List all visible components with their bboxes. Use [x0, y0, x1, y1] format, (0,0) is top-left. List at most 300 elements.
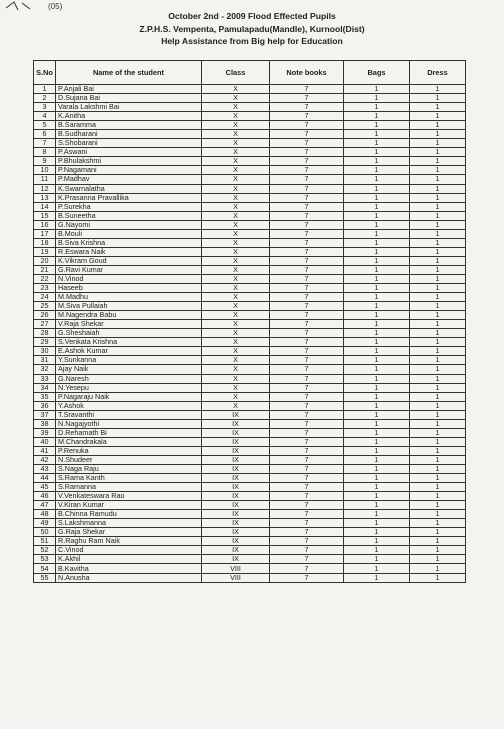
- pupils-table: [33, 60, 466, 583]
- cell-dress: 1: [410, 528, 466, 537]
- cell-class: IX: [202, 501, 270, 510]
- col-bags: Bags: [344, 61, 410, 85]
- table-row: [34, 202, 466, 211]
- cell-name: M.Chandrakala: [56, 437, 202, 446]
- cell-bags: 1: [344, 428, 410, 437]
- cell-notebooks: 7: [270, 220, 344, 229]
- cell-class: X: [202, 193, 270, 202]
- cell-name: B.Siva Krishna: [56, 238, 202, 247]
- cell-class: X: [202, 293, 270, 302]
- cell-bags: 1: [344, 211, 410, 220]
- cell-class: VIII: [202, 564, 270, 573]
- cell-class: X: [202, 392, 270, 401]
- cell-bags: 1: [344, 519, 410, 528]
- cell-class: X: [202, 311, 270, 320]
- cell-notebooks: 7: [270, 573, 344, 582]
- cell-notebooks: 7: [270, 166, 344, 175]
- cell-name: P.Nagaraju Naik: [56, 392, 202, 401]
- cell-class: X: [202, 139, 270, 148]
- table-row: [34, 130, 466, 139]
- table-header-row: [34, 61, 466, 85]
- header-title: October 2nd - 2009 Flood Effected Pupils: [168, 11, 336, 21]
- cell-bags: 1: [344, 302, 410, 311]
- cell-sno: 40: [34, 437, 56, 446]
- cell-sno: 25: [34, 302, 56, 311]
- cell-bags: 1: [344, 229, 410, 238]
- cell-sno: 4: [34, 112, 56, 121]
- cell-notebooks: 7: [270, 329, 344, 338]
- cell-bags: 1: [344, 157, 410, 166]
- cell-name: K.Vikram Goud: [56, 256, 202, 265]
- cell-notebooks: 7: [270, 302, 344, 311]
- cell-class: IX: [202, 474, 270, 483]
- cell-bags: 1: [344, 130, 410, 139]
- cell-bags: 1: [344, 410, 410, 419]
- table-row: [34, 401, 466, 410]
- cell-dress: 1: [410, 302, 466, 311]
- cell-notebooks: 7: [270, 464, 344, 473]
- cell-dress: 1: [410, 437, 466, 446]
- cell-dress: 1: [410, 338, 466, 347]
- cell-dress: 1: [410, 510, 466, 519]
- cell-bags: 1: [344, 94, 410, 103]
- table-row: [34, 519, 466, 528]
- cell-class: X: [202, 157, 270, 166]
- cell-class: X: [202, 401, 270, 410]
- table-row: [34, 474, 466, 483]
- cell-notebooks: 7: [270, 446, 344, 455]
- cell-bags: 1: [344, 139, 410, 148]
- table-row: [34, 356, 466, 365]
- cell-class: X: [202, 112, 270, 121]
- table-row: [34, 121, 466, 130]
- cell-name: N.Nagajyothi: [56, 419, 202, 428]
- cell-sno: 54: [34, 564, 56, 573]
- cell-sno: 18: [34, 238, 56, 247]
- cell-class: X: [202, 121, 270, 130]
- cell-class: IX: [202, 510, 270, 519]
- cell-sno: 3: [34, 103, 56, 112]
- cell-name: Haseeb: [56, 284, 202, 293]
- cell-bags: 1: [344, 492, 410, 501]
- cell-sno: 36: [34, 401, 56, 410]
- cell-bags: 1: [344, 247, 410, 256]
- table-row: [34, 229, 466, 238]
- cell-bags: 1: [344, 238, 410, 247]
- cell-notebooks: 7: [270, 139, 344, 148]
- cell-name: B.Saramma: [56, 121, 202, 130]
- cell-bags: 1: [344, 338, 410, 347]
- cell-bags: 1: [344, 464, 410, 473]
- table-row: [34, 546, 466, 555]
- cell-dress: 1: [410, 392, 466, 401]
- cell-dress: 1: [410, 455, 466, 464]
- cell-name: N.Shudeer: [56, 455, 202, 464]
- table-row: [34, 320, 466, 329]
- cell-notebooks: 7: [270, 437, 344, 446]
- header-subtitle: Help Assistance from Big help for Education: [161, 36, 343, 46]
- cell-name: B.Kavitha: [56, 564, 202, 573]
- cell-notebooks: 7: [270, 274, 344, 283]
- cell-class: X: [202, 329, 270, 338]
- cell-bags: 1: [344, 311, 410, 320]
- cell-notebooks: 7: [270, 338, 344, 347]
- cell-sno: 49: [34, 519, 56, 528]
- table-row: [34, 166, 466, 175]
- cell-dress: 1: [410, 256, 466, 265]
- cell-class: X: [202, 274, 270, 283]
- cell-class: X: [202, 256, 270, 265]
- cell-class: X: [202, 148, 270, 157]
- table-row: [34, 537, 466, 546]
- cell-dress: 1: [410, 383, 466, 392]
- cell-class: X: [202, 247, 270, 256]
- cell-name: M.Siva Pullaiah: [56, 302, 202, 311]
- cell-name: N.Anusha: [56, 573, 202, 582]
- cell-class: VIII: [202, 573, 270, 582]
- cell-dress: 1: [410, 284, 466, 293]
- cell-name: B.Mouli: [56, 229, 202, 238]
- cell-notebooks: 7: [270, 193, 344, 202]
- cell-name: Y.Sunkanna: [56, 356, 202, 365]
- cell-class: X: [202, 103, 270, 112]
- cell-name: R.Eswara Naik: [56, 247, 202, 256]
- cell-bags: 1: [344, 220, 410, 229]
- cell-name: K.Swarnalatha: [56, 184, 202, 193]
- cell-name: V.Raja Shekar: [56, 320, 202, 329]
- table-row: [34, 564, 466, 573]
- cell-sno: 8: [34, 148, 56, 157]
- cell-bags: 1: [344, 365, 410, 374]
- table-row: [34, 528, 466, 537]
- table-row: [34, 85, 466, 94]
- cell-notebooks: 7: [270, 492, 344, 501]
- cell-class: X: [202, 238, 270, 247]
- table-row: [34, 112, 466, 121]
- cell-bags: 1: [344, 401, 410, 410]
- cell-class: IX: [202, 483, 270, 492]
- table-row: [34, 455, 466, 464]
- cell-sno: 35: [34, 392, 56, 401]
- cell-bags: 1: [344, 437, 410, 446]
- cell-dress: 1: [410, 320, 466, 329]
- cell-class: IX: [202, 419, 270, 428]
- cell-sno: 48: [34, 510, 56, 519]
- cell-notebooks: 7: [270, 184, 344, 193]
- cell-bags: 1: [344, 320, 410, 329]
- cell-name: Ajay Naik: [56, 365, 202, 374]
- cell-notebooks: 7: [270, 528, 344, 537]
- cell-name: B.Chinna Ramudu: [56, 510, 202, 519]
- table-row: [34, 410, 466, 419]
- cell-dress: 1: [410, 329, 466, 338]
- cell-sno: 47: [34, 501, 56, 510]
- cell-sno: 15: [34, 211, 56, 220]
- cell-name: S.Shobarani: [56, 139, 202, 148]
- cell-sno: 44: [34, 474, 56, 483]
- cell-bags: 1: [344, 374, 410, 383]
- cell-sno: 46: [34, 492, 56, 501]
- table-row: [34, 157, 466, 166]
- cell-sno: 51: [34, 537, 56, 546]
- cell-sno: 28: [34, 329, 56, 338]
- cell-bags: 1: [344, 546, 410, 555]
- cell-class: X: [202, 130, 270, 139]
- table-row: [34, 383, 466, 392]
- cell-notebooks: 7: [270, 519, 344, 528]
- cell-bags: 1: [344, 193, 410, 202]
- cell-sno: 12: [34, 184, 56, 193]
- cell-dress: 1: [410, 356, 466, 365]
- cell-dress: 1: [410, 419, 466, 428]
- cell-sno: 10: [34, 166, 56, 175]
- cell-class: X: [202, 175, 270, 184]
- cell-sno: 30: [34, 347, 56, 356]
- cell-class: IX: [202, 446, 270, 455]
- table-row: [34, 374, 466, 383]
- cell-notebooks: 7: [270, 311, 344, 320]
- cell-dress: 1: [410, 238, 466, 247]
- cell-bags: 1: [344, 564, 410, 573]
- cell-dress: 1: [410, 193, 466, 202]
- cell-dress: 1: [410, 121, 466, 130]
- cell-name: P.Renuka: [56, 446, 202, 455]
- cell-bags: 1: [344, 392, 410, 401]
- cell-bags: 1: [344, 573, 410, 582]
- cell-bags: 1: [344, 202, 410, 211]
- cell-name: G.Nayomi: [56, 220, 202, 229]
- cell-class: X: [202, 166, 270, 175]
- table-row: [34, 492, 466, 501]
- cell-notebooks: 7: [270, 510, 344, 519]
- cell-bags: 1: [344, 284, 410, 293]
- cell-dress: 1: [410, 247, 466, 256]
- table-row: [34, 94, 466, 103]
- cell-notebooks: 7: [270, 284, 344, 293]
- col-name: Name of the student: [56, 61, 202, 85]
- cell-notebooks: 7: [270, 238, 344, 247]
- cell-notebooks: 7: [270, 537, 344, 546]
- cell-dress: 1: [410, 564, 466, 573]
- cell-notebooks: 7: [270, 564, 344, 573]
- cell-name: C.Vinod: [56, 546, 202, 555]
- cell-notebooks: 7: [270, 428, 344, 437]
- cell-bags: 1: [344, 184, 410, 193]
- cell-dress: 1: [410, 202, 466, 211]
- table-row: [34, 184, 466, 193]
- cell-class: X: [202, 356, 270, 365]
- cell-sno: 11: [34, 175, 56, 184]
- table-row: [34, 211, 466, 220]
- table-row: [34, 501, 466, 510]
- cell-name: Varala Lakshmi Bai: [56, 103, 202, 112]
- cell-class: X: [202, 338, 270, 347]
- cell-name: B.Suneetha: [56, 211, 202, 220]
- cell-sno: 21: [34, 265, 56, 274]
- cell-name: S.Lakshmanna: [56, 519, 202, 528]
- table-row: [34, 464, 466, 473]
- cell-notebooks: 7: [270, 247, 344, 256]
- col-class: Class: [202, 61, 270, 85]
- cell-bags: 1: [344, 85, 410, 94]
- cell-bags: 1: [344, 474, 410, 483]
- cell-notebooks: 7: [270, 392, 344, 401]
- table-row: [34, 238, 466, 247]
- cell-notebooks: 7: [270, 501, 344, 510]
- table-row: [34, 428, 466, 437]
- cell-notebooks: 7: [270, 94, 344, 103]
- cell-notebooks: 7: [270, 130, 344, 139]
- table-row: [34, 311, 466, 320]
- cell-bags: 1: [344, 356, 410, 365]
- cell-dress: 1: [410, 265, 466, 274]
- cell-bags: 1: [344, 112, 410, 121]
- cell-bags: 1: [344, 274, 410, 283]
- cell-dress: 1: [410, 546, 466, 555]
- table-row: [34, 103, 466, 112]
- cell-sno: 16: [34, 220, 56, 229]
- cell-bags: 1: [344, 537, 410, 546]
- cell-name: M.Madhu: [56, 293, 202, 302]
- cell-sno: 23: [34, 284, 56, 293]
- cell-class: X: [202, 184, 270, 193]
- cell-name: G.Raja Shekar: [56, 528, 202, 537]
- cell-dress: 1: [410, 103, 466, 112]
- cell-name: N.Vinod: [56, 274, 202, 283]
- cell-bags: 1: [344, 510, 410, 519]
- cell-name: P.Madhav: [56, 175, 202, 184]
- cell-bags: 1: [344, 265, 410, 274]
- table-row: [34, 419, 466, 428]
- cell-notebooks: 7: [270, 211, 344, 220]
- cell-dress: 1: [410, 85, 466, 94]
- cell-dress: 1: [410, 555, 466, 564]
- cell-name: E.Ashok Kumar: [56, 347, 202, 356]
- cell-bags: 1: [344, 293, 410, 302]
- cell-sno: 43: [34, 464, 56, 473]
- table-row: [34, 148, 466, 157]
- cell-notebooks: 7: [270, 356, 344, 365]
- cell-sno: 24: [34, 293, 56, 302]
- cell-dress: 1: [410, 184, 466, 193]
- cell-dress: 1: [410, 464, 466, 473]
- cell-dress: 1: [410, 293, 466, 302]
- cell-class: X: [202, 202, 270, 211]
- cell-name: S.Rama Kanth: [56, 474, 202, 483]
- table-row: [34, 510, 466, 519]
- cell-name: R.Raghu Ram Naik: [56, 537, 202, 546]
- cell-notebooks: 7: [270, 555, 344, 564]
- cell-notebooks: 7: [270, 365, 344, 374]
- cell-class: X: [202, 94, 270, 103]
- cell-notebooks: 7: [270, 546, 344, 555]
- cell-notebooks: 7: [270, 374, 344, 383]
- cell-class: X: [202, 229, 270, 238]
- cell-sno: 32: [34, 365, 56, 374]
- cell-bags: 1: [344, 329, 410, 338]
- cell-sno: 45: [34, 483, 56, 492]
- cell-name: M.Nagendra Babu: [56, 311, 202, 320]
- cell-class: X: [202, 347, 270, 356]
- cell-notebooks: 7: [270, 483, 344, 492]
- cell-dress: 1: [410, 410, 466, 419]
- cell-notebooks: 7: [270, 103, 344, 112]
- cell-bags: 1: [344, 166, 410, 175]
- cell-bags: 1: [344, 175, 410, 184]
- table-row: [34, 338, 466, 347]
- cell-sno: 34: [34, 383, 56, 392]
- cell-class: IX: [202, 437, 270, 446]
- cell-bags: 1: [344, 419, 410, 428]
- cell-bags: 1: [344, 528, 410, 537]
- cell-name: Y.Ashok: [56, 401, 202, 410]
- cell-dress: 1: [410, 211, 466, 220]
- cell-name: T.Sravanthi: [56, 410, 202, 419]
- cell-notebooks: 7: [270, 474, 344, 483]
- cell-notebooks: 7: [270, 410, 344, 419]
- cell-bags: 1: [344, 501, 410, 510]
- cell-class: IX: [202, 410, 270, 419]
- table-row: [34, 220, 466, 229]
- table-row: [34, 293, 466, 302]
- cell-sno: 38: [34, 419, 56, 428]
- cell-sno: 2: [34, 94, 56, 103]
- cell-bags: 1: [344, 446, 410, 455]
- cell-class: X: [202, 85, 270, 94]
- cell-dress: 1: [410, 474, 466, 483]
- cell-sno: 31: [34, 356, 56, 365]
- col-dress: Dress: [410, 61, 466, 85]
- cell-notebooks: 7: [270, 148, 344, 157]
- cell-dress: 1: [410, 311, 466, 320]
- table-row: [34, 446, 466, 455]
- cell-dress: 1: [410, 166, 466, 175]
- cell-sno: 50: [34, 528, 56, 537]
- cell-class: IX: [202, 555, 270, 564]
- table-row: [34, 365, 466, 374]
- cell-dress: 1: [410, 139, 466, 148]
- cell-bags: 1: [344, 555, 410, 564]
- cell-sno: 37: [34, 410, 56, 419]
- cell-name: P.Bhulakshmi: [56, 157, 202, 166]
- table-row: [34, 284, 466, 293]
- cell-dress: 1: [410, 347, 466, 356]
- cell-name: S.Ramanna: [56, 483, 202, 492]
- cell-sno: 19: [34, 247, 56, 256]
- table-row: [34, 193, 466, 202]
- document-header: [0, 10, 504, 48]
- table-row: [34, 247, 466, 256]
- cell-sno: 6: [34, 130, 56, 139]
- cell-dress: 1: [410, 94, 466, 103]
- table-row: [34, 329, 466, 338]
- cell-class: X: [202, 265, 270, 274]
- cell-name: K.Akhil: [56, 555, 202, 564]
- cell-class: X: [202, 302, 270, 311]
- cell-dress: 1: [410, 220, 466, 229]
- cell-sno: 53: [34, 555, 56, 564]
- table-row: [34, 274, 466, 283]
- cell-class: IX: [202, 537, 270, 546]
- cell-name: V.Kiran Kumar: [56, 501, 202, 510]
- cell-notebooks: 7: [270, 112, 344, 121]
- cell-sno: 7: [34, 139, 56, 148]
- cell-notebooks: 7: [270, 320, 344, 329]
- cell-notebooks: 7: [270, 157, 344, 166]
- cell-notebooks: 7: [270, 202, 344, 211]
- cell-name: S.Naga Raju: [56, 464, 202, 473]
- cell-sno: 42: [34, 455, 56, 464]
